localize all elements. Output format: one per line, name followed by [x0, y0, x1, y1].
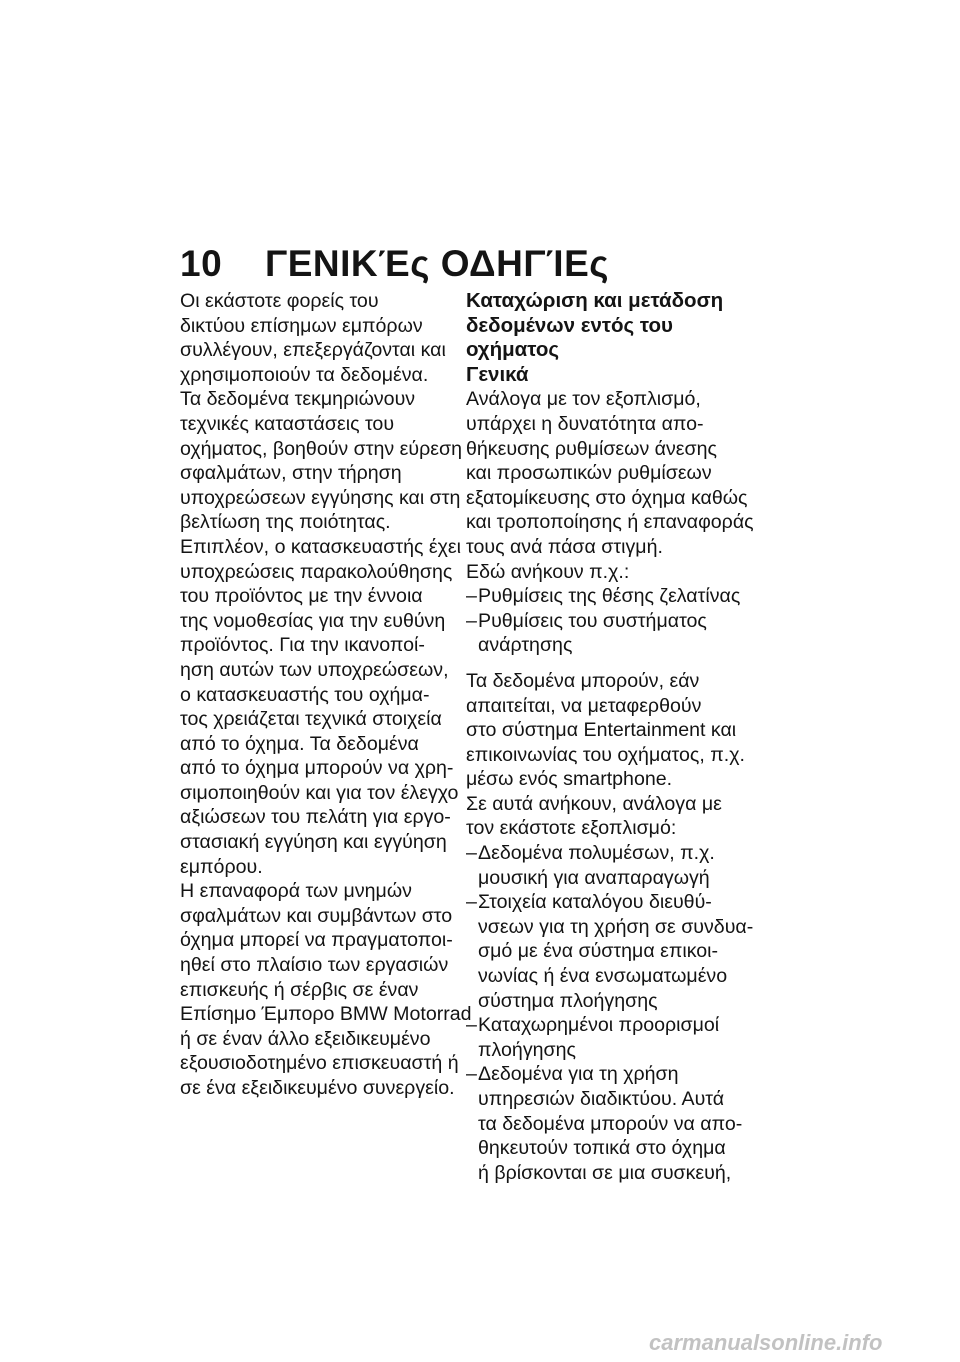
chapter-title: ΓΕΝΙΚΈς ΟΔΗΓΊΕς [265, 243, 610, 284]
body-text-line: Εδώ ανήκουν π.χ.: [466, 560, 630, 583]
list-item-continuation: σύστημα πλοήγησης [478, 989, 658, 1012]
body-text-line: τεχνικές καταστάσεις του [180, 412, 395, 435]
section-title-line: δεδομένων εντός του [466, 313, 673, 337]
list-item-text: Ρυθμίσεις της θέσης ζελατίνας [478, 585, 741, 608]
body-text-line: ηση αυτών των υποχρεώσεων, [180, 658, 449, 681]
body-text-line: ή σε έναν άλλο εξειδικευμένο [180, 1027, 431, 1050]
body-text-line: Τα δεδομένα τεκμηριώνουν [180, 388, 416, 411]
list-dash: – [466, 609, 477, 632]
list-item-text: Δεδομένα πολυμέσων, π.χ. [478, 842, 715, 865]
list-item-continuation: πλοήγησης [478, 1038, 576, 1061]
body-text-line: ο κατασκευαστής του οχήμα- [180, 683, 430, 706]
body-text-line: υποχρεώσεις παρακολούθησης [180, 560, 453, 583]
list-item-text: Δεδομένα για τη χρήση [478, 1063, 679, 1086]
body-text-line: στασιακή εγγύηση και εγγύηση [180, 831, 447, 854]
list-item [466, 1062, 756, 1087]
list-item-continuation: τα δεδομένα μπορούν να απο- [478, 1112, 743, 1135]
body-text-line: τους ανά πάσα στιγμή. [466, 535, 663, 558]
body-text-line: θήκευσης ρυθμίσεων άνεσης [466, 437, 717, 460]
list-item-continuation: θηκευτούν τοπικά στο όχημα [478, 1137, 726, 1160]
body-text-line: του προϊόντος με την έννοια [180, 585, 423, 608]
chapter-number: 10 [180, 243, 223, 284]
list-item-continuation: νσεων για τη χρήση σε συνδυα- [478, 915, 754, 938]
list-item [466, 890, 756, 915]
body-text-line: τον εκάστοτε εξοπλισμό: [466, 817, 677, 840]
body-text-line: Η επαναφορά των μνημών [180, 880, 412, 903]
body-text-line: εμπόρου. [180, 855, 263, 878]
subsection-title: Γενικά [466, 362, 529, 386]
body-text-line: ηθεί στο πλαίσιο των εργασιών [180, 954, 449, 977]
list-item [466, 1013, 756, 1038]
body-text-line: σφαλμάτων και συμβάντων στο [180, 904, 453, 927]
body-text-line: Επιπλέον, ο κατασκευαστής έχει [180, 535, 461, 558]
body-text-line: σφαλμάτων, στην τήρηση [180, 462, 402, 485]
right-column [466, 289, 756, 1185]
body-text-line: Επίσημο Έμπορο BMW Motorrad [180, 1003, 472, 1026]
body-text-line: εξουσιοδοτημένο επισκευαστή ή [180, 1052, 459, 1075]
list-dash: – [466, 1014, 477, 1037]
body-text-line: προϊόντος. Για την ικανοποί- [180, 634, 425, 657]
body-text-line: και τροποποίησης ή επαναφοράς [466, 511, 754, 534]
body-text-line: σιμοποιηθούν και για τον έλεγχο [180, 781, 459, 804]
body-text-line: επισκευής ή σέρβις σε έναν [180, 978, 419, 1001]
body-text-line: οχήματος, βοηθούν στην εύρεση [180, 437, 462, 460]
list-item-continuation: μουσική για αναπαραγωγή [478, 866, 710, 889]
body-text-line: από το όχημα. Τα δεδομένα [180, 732, 419, 755]
list-dash: – [466, 1063, 477, 1086]
list-item [466, 841, 756, 866]
list-item [466, 609, 756, 634]
body-text-line: υποχρεώσεων εγγύησης και στη [180, 486, 461, 509]
list-item-continuation: σμό με ένα σύστημα επικοι- [478, 940, 719, 963]
chapter-heading [180, 243, 609, 285]
list-item-continuation: νωνίας ή ένα ενσωματωμένο [478, 965, 728, 988]
body-text-line: χρησιμοποιούν τα δεδομένα. [180, 363, 429, 386]
body-text-line: της νομοθεσίας για την ευθύνη [180, 609, 446, 632]
body-text-line: και προσωπικών ρυθμίσεων [466, 462, 712, 485]
list-item [466, 584, 756, 609]
body-text-line: υπάρχει η δυνατότητα απο- [466, 412, 704, 435]
list-item-text: Στοιχεία καταλόγου διευθύ- [478, 891, 712, 914]
list-dash: – [466, 842, 477, 865]
body-text-line: από το όχημα μπορούν να χρη- [180, 757, 454, 780]
body-text-line: στο σύστημα Entertainment και [466, 719, 737, 742]
body-text-line: επικοινωνίας του οχήματος, π.χ. [466, 743, 745, 766]
list-item-continuation: ανάρτησης [478, 634, 573, 657]
list-item-continuation: ή βρίσκονται σε μια συσκευή, [478, 1161, 732, 1184]
body-text-line: δικτύου επίσημων εμπόρων [180, 314, 423, 337]
body-text-line: Οι εκάστοτε φορείς του [180, 290, 379, 312]
list-item-continuation: υπηρεσιών διαδικτύου. Αυτά [478, 1088, 725, 1110]
body-text-line: συλλέγουν, επεξεργάζονται και [180, 339, 446, 362]
body-text-line: μέσω ενός smartphone. [466, 768, 673, 791]
body-text-line: απαιτείται, να μεταφερθούν [466, 694, 702, 717]
body-text-line: αξιώσεων του πελάτη για εργο- [180, 806, 451, 829]
list-item-text: Ρυθμίσεις του συστήματος [478, 609, 707, 632]
body-text-line: τος χρειάζεται τεχνικά στοιχεία [180, 708, 442, 731]
body-text-line: εξατομίκευσης στο όχημα καθώς [466, 486, 748, 509]
section-title-line: οχήματος [466, 338, 560, 362]
body-text-line: όχημα μπορεί να πραγματοποι- [180, 929, 453, 952]
list-item-text: Καταχωρημένοι προορισμοί [478, 1014, 720, 1037]
body-text-line: σε ένα εξειδικευμένο συνεργείο. [180, 1077, 455, 1099]
body-text-line: Ανάλογα με τον εξοπλισμό, [466, 388, 701, 411]
list-dash: – [466, 891, 477, 914]
list-dash: – [466, 585, 477, 608]
body-text-line: Τα δεδομένα μπορούν, εάν [466, 669, 700, 692]
body-text-line: Σε αυτά ανήκουν, ανάλογα με [466, 792, 722, 815]
body-text-line: βελτίωση της ποιότητας. [180, 511, 391, 534]
left-column [180, 289, 472, 1101]
section-title-line: Καταχώριση και μετάδοση [466, 289, 724, 312]
paragraph-gap [466, 658, 756, 669]
watermark: carmanualsonline.info [649, 1330, 883, 1355]
